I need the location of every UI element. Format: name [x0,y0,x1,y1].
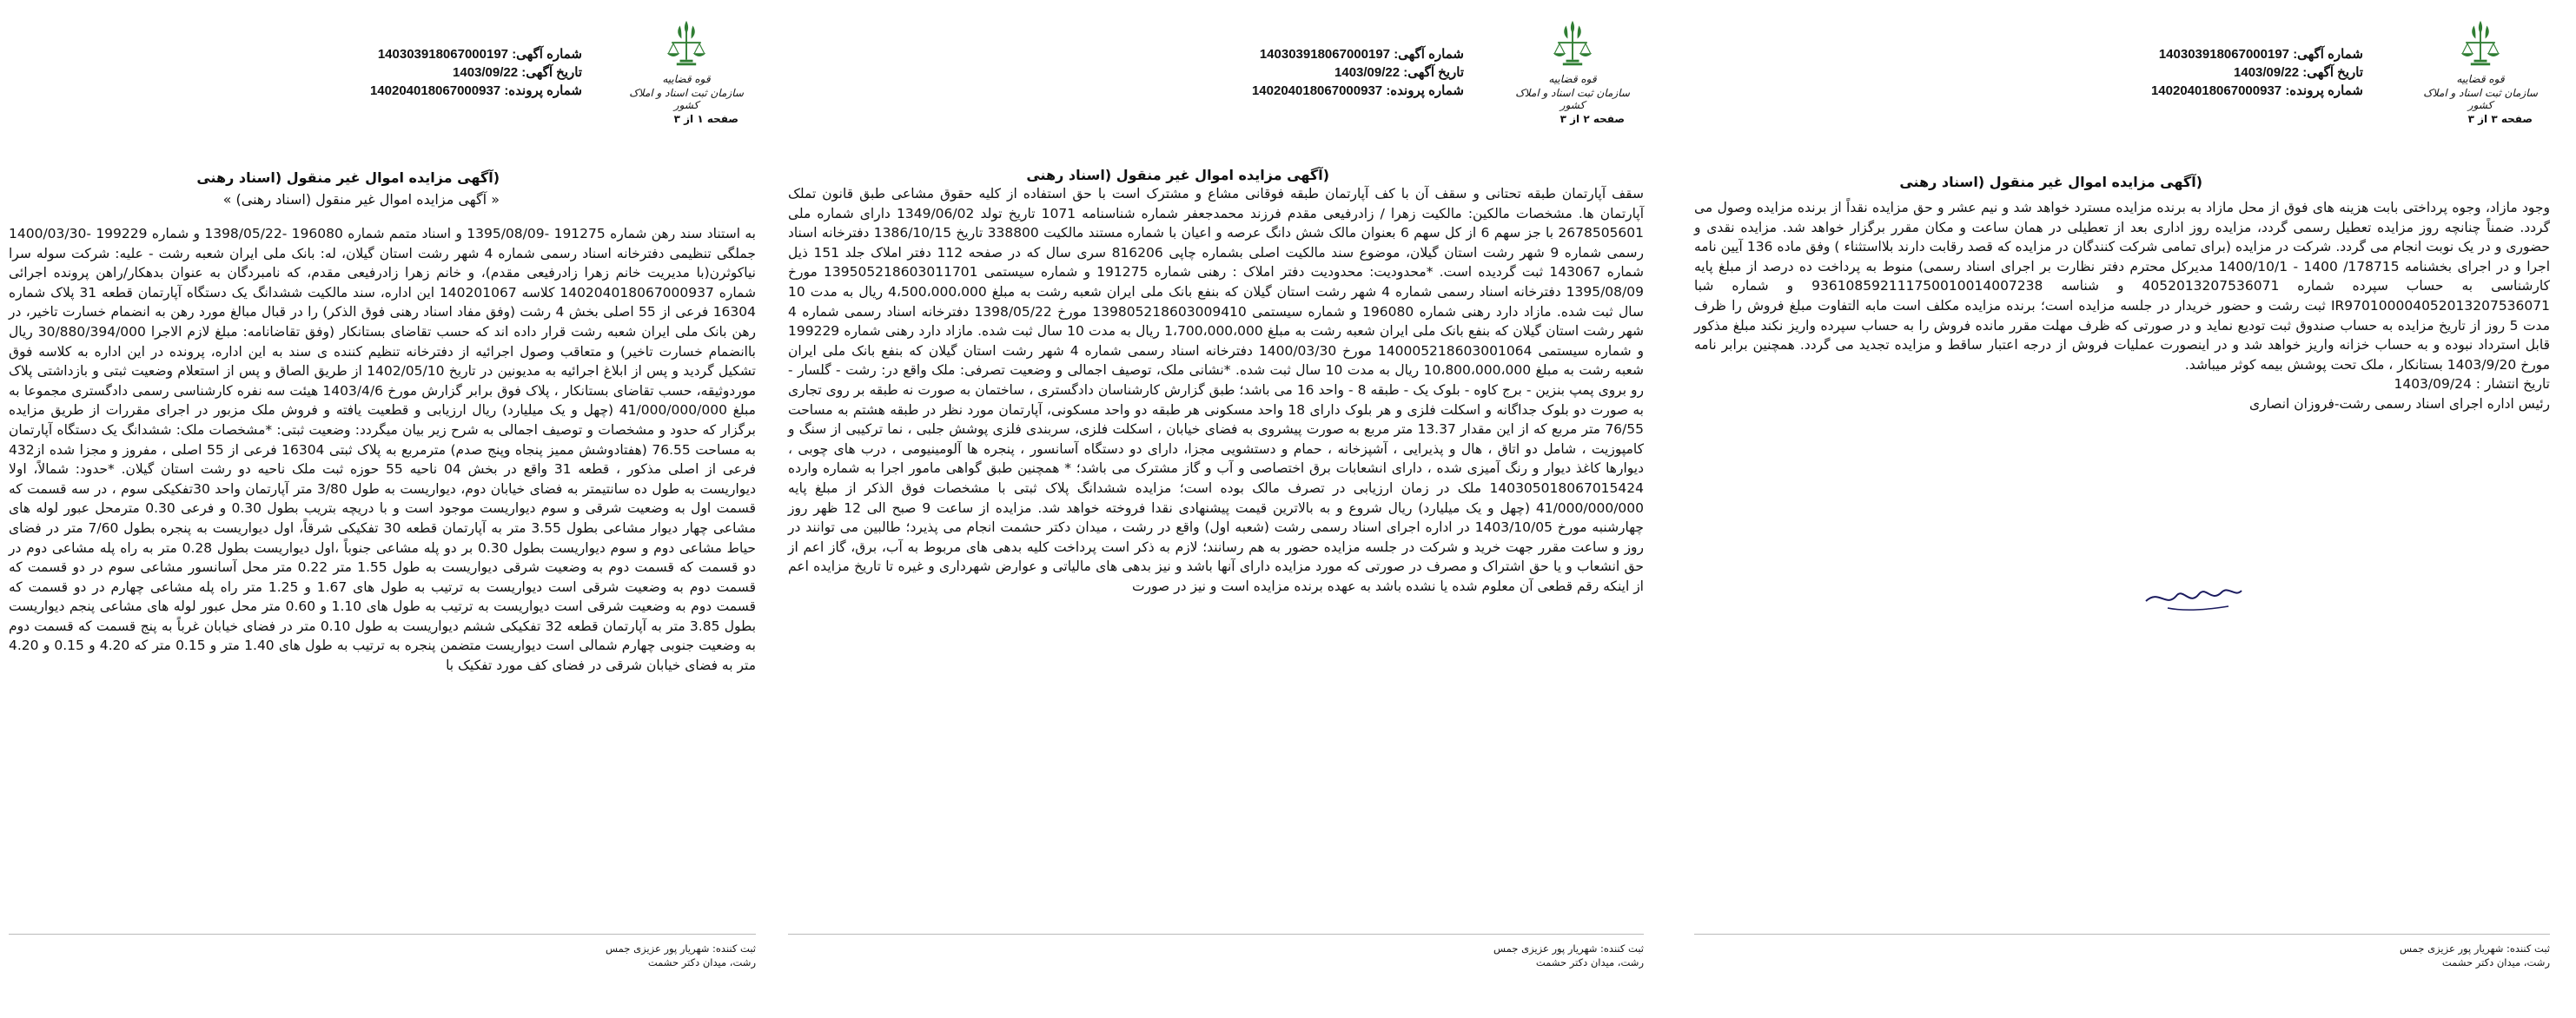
judiciary-name: قوه قضاییه [2456,73,2505,85]
handwritten-signature [2142,573,2246,617]
notice-number: 140303918067000197 [1259,47,1391,62]
notice-title: (آگهی مزایده اموال غیر منقول (اسناد رهنی [1899,174,2202,190]
judiciary-logo [1507,17,1638,111]
notice-body: سقف آپارتمان طبقه تحتانی و سقف آن با کف آپارتمان طبقه فوقانی مشاع و مشترک است با حق استفاده از کلیه حقوق مشاعی طبق قانون تملک آپارتمان ها. مشخصات مالکین: مالکیت زهرا / زادرفیعی مقدم فرزند محمدجعفر شماره شناسنامه 1071 تاریخ تولد 1349/06/02 دارای شماره ملی 2678505601 با جز سهم 6 از کل سهم 6 بعنوان مالک شش دانگ عرصه و اعیان با شماره مستند مالکیت 338800 تاریخ 1386/10/15 دفترخانه اسناد رسمی شماره 9 شهر رشت استان گیلان، موضوع سند مالکیت اصلی بشماره چاپی 816206 سری سال که در صفحه 112 دفتر املاک جلد 151 ذیل شماره 143067 ثبت گردیده است. *محدودیت: محدودیت دفتر املاک : رهنی شماره 191275 و شماره سیستمی 139505218603011701 مورخ 1395/08/09 دفترخانه اسناد رسمی شماره 4 شهر رشت استان گیلان که بنفع بانک ملی ایران شعبه رشت به مبلغ 4،500،000،000 ریال به مدت 10 سال ثبت شده. مازاد دارد رهنی شماره 196080 و شماره سیستمی 139805218603009410 مورخ 1398/05/22 دفترخانه اسناد رسمی شماره 4 شهر رشت استان گیلان که بنفع بانک ملی ایران شعبه رشت به مبلغ 1،700،000،000 ریال به مدت 10 سال ثبت شده. مازاد دارد رهنی شماره 199229 و شماره سیستمی 140005218603001064 مورخ 1400/03/30 دفترخانه اسناد رسمی شماره 4 شهر رشت استان گیلان که بنفع بانک ملی ایران شعبه رشت به مبلغ 10،800،000،000 ریال به مدت 10 سال ثبت شده. *نشانی ملک، توصیف اجمالی و وضعیت تصرفی: ملک واقع در: رشت - گلسار - رو بروی پمپ بنزین - برج کاوه - بلوک یک - طبقه 8 - واحد 16 می باشد؛ طبق گزارش کارشناسان دادگستری ، ساختمان به صورت نه طبقه بر روی تجاری به صورت دو بلوک جداگانه و اسکلت فلزی و هر بلوک دارای 18 واحد مسکونی هر طبقه دو واحد مسکونی، آپارتمان مورد نظر در طبقه هشتم به مساحت 76/55 متر مربع که از این مقدار 13.37 متر مربع به صورت پیشروی به فضای خیابان ، اسکلت فلزی، سربندی فلزی پوشش جلبی ، نما ترکیبی از سنگ و کامپوزیت ، شامل دو اتاق ، هال و پذیرایی ، آشپزخانه ، حمام و دستشویی مجزا، دارای دو دستگاه آسانسور ، پنجره ها آلومینیومی ، درب های چوبی ، دیوارها کاغذ دیوار و رنگ آمیزی شده ، دارای انشعابات برق اختصاصی و آب و گاز مشترک می باشد؛ * همچنین طبق گواهی مامور اجرا به شماره وارده 140305018067015424 ملک در زمان ارزیابی در تصرف مالک بوده است؛ مزایده ششدانگ پلاک ثبتی با مشخصات فوق الذکر از مبلغ پایه 41/000/000/000 (چهل و یک میلیارد) ریال شروع و به بالاترین قیمت پیشنهادی نقدا فروخته خواهد شد. مزایده از ساعت 9 صبح الی 12 ظهر روز چهارشنبه مورخ 1403/10/05 در اداره اجرای اسناد رسمی رشت (شعبه اول) واقع در رشت ، میدان دکتر حشمت انجام می پذیرد؛ طالبین می توانند در روز و ساعت مقرر جهت خرید و شرکت در جلسه مزایده حضور به هم رسانند؛ لازم به ذکر است پرداخت کلیه بدهی های مربوط به آب، برق، گاز اعم از حق انشعاب و یا حق اشتراک و مصرف در صورتی که مورد مزایده دارای آنها باشد و نیز بدهی های مالیاتی و عوارض شهرداری و غیره تا تاریخ مزایده اعم از اینکه رقم قطعی آن معلوم شده یا نشده باشد به عهده برنده مزایده است و نیز در صورت [788,186,1645,594]
notice-footer: ثبت کننده: شهریار پور عزیزی جمس رشت، میدان دکتر حشمت [9,934,756,969]
file-number: 140204018067000937 [2150,83,2282,98]
notice-meta: شماره آگهی: 140303918067000197 تاریخ آگهی: 1403/09/22 شماره پرونده: 140204018067000937 [1251,47,1464,98]
page-number: صفحه ۳ از ۳ [2467,113,2533,125]
notice-number: 140303918067000197 [377,47,509,62]
notice-date: 1403/09/22 [453,65,519,80]
signatory: رئیس اداره اجرای اسناد رسمی رشت-فروزان انصاری [2248,395,2550,412]
org-name: سازمان ثبت اسناد و املاک کشور [1515,87,1630,111]
org-name: سازمان ثبت اسناد و املاک کشور [629,87,744,111]
notice-date: 1403/09/22 [1334,65,1401,80]
notice-page-2 [765,0,1659,1018]
judiciary-logo [621,17,752,111]
notice-meta: شماره آگهی: 140303918067000197 تاریخ آگهی: 1403/09/22 شماره پرونده: 140204018067000937 [2150,47,2363,98]
notice-date: 1403/09/22 [2234,65,2300,80]
file-number: 140204018067000937 [369,83,501,98]
org-name: سازمان ثبت اسناد و املاک کشور [2423,87,2538,111]
notice-title: (آگهی مزایده اموال غیر منقول (اسناد رهنی [196,169,500,186]
judiciary-logo [2415,17,2546,111]
notice-body: وجود مازاد، وجوه پرداختی بابت هزینه های فوق از محل مازاد به برنده مزایده مسترد خواهد شد و نیم عشر و حق مزایده نقداً از برنده مزایده وصول می گردد. ضمناً چنانچه روز مزایده تعطیل رسمی گردد، مزایده روز اداری بعد از تعطیلی در همان ساعت و مکان مقرر برگزار خواهد شد. مزایده نقدی و حضوری و در یک نوبت انجام می گردد. شرکت در مزایده (برای تمامی شرکت کنندگان در مزایده که قصد رقابت دارند بلااستثناء ) وفق ماده 136 آیین نامه اجرا و در اجرای بخشنامه 178715/ 1400 - 1400/10/1 مدیرکل محترم دفتر نظارت بر اجرای اسناد رسمی) منوط به پرداخت ده درصد از مبلغ پایه کارشناسی به حساب سپرده شماره 4052013207536071 و شناسه 936108592111750010014007238 و شماره شبا IR970100004052013207536071 ثبت رشت و حضور خریدار در جلسه مزایده است؛ برنده مزایده مکلف است مابه التفاوت مبلغ فروش را ظرف مدت 5 روز از تاریخ مزایده به حساب صندوق ثبت تودیع نماید و در صورتی که ظرف مهلت مقرر مانده فروش را به حساب سپرده واریز نکند مبلغ مذکور قابل استرداد نبوده و به حساب خزانه واریز خواهد شد و در اینصورت عملیات فروش از درجه اعتبار ساقط و مزایده تجدید می گردد. همچنین برابر نامه مورخ 1403/9/20 بستانکار ، ملک تحت پوشش بیمه کوثر میباشد. تاریخ انتشار : 1403/09/24 رئیس اداره اجرای اسناد رسمی رشت-فروزان انصاری [1694,198,2550,414]
notice-subtitle: « آگهی مزایده اموال غیر منقول (اسناد رهنی) » [222,191,500,208]
publish-date: تاریخ انتشار : 1403/09/24 [2394,376,2550,393]
file-number: 140204018067000937 [1251,83,1383,98]
notice-number: 140303918067000197 [2158,47,2290,62]
notice-body: به استناد سند رهن شماره 191275 -1395/08/09 و اسناد متمم شماره 196080 -1398/05/22 و شماره 199229 -1400/03/30 جملگی تنظیمی دفترخانه اسناد رسمی شماره 4 شهر رشت استان گیلان، له: بانک ملی ایران شعبه رشت - علیه: شرکت سوله سرا نیاکوثرن(با مدیریت خانم زهرا زادرفیعی مقدم)، و خانم زهرا زادرفیعی مقدم، که نامبردگان به عنوان بدهکار/راهن پرونده اجرائی شماره 140204018067000937 کلاسه 140201067 این اداره، سند مالکیت ششدانگ یک دستگاه آپارتمان قطعه 31 پلاک شماره 16304 فرعی از 55 اصلی بخش 4 رشت (وفق مفاد اسناد رهنی فوق الذکر) را در قبال مبالغ مورد رهن به انضمام خسارت تاخیر، در رهن بانک ملی ایران شعبه رشت قرار داده اند که حسب تقاضای بستانکار (وفق تقاضانامه: مبلغ لازم الاجرا 30/880/394/000 ریال باانضمام خسارت تاخیر) و متعاقب وصول اجرائیه از دفترخانه تنظیم کننده ی سند به این اداره، پرونده در این اداره به کلاسه فوق تشکیل گردید و پس از ابلاغ اجرائیه به مدیونین در تاریخ 1402/05/10 از طریق الصاق و پس از استعلام وضعیت ثبتی و بازداشتی پلاک موردوثیقه، حسب تقاضای بستانکار ، پلاک فوق برابر گزارش مورخ 1403/4/6 هیئت سه نفره کارشناسی رسمی دادگستری مجموعا به مبلغ 41/000/000/000 (چهل و یک میلیارد) ریال ارزیابی و قطعیت یافته و فروش ملک مزبور در اجرای مقررات از طریق مزایده برگزار که حدود و مشخصات و توصیف اجمالی به شرح زیر بیان میگردد: وضعیت ثبتی: *مشخصات ملک: ششدانگ یک دستگاه آپارتمان به مساحت 76.55 (هفتادوشش ممیز پنجاه وپنج صدم) مترمربع به پلاک ثبتی 16304 فرعی از 55 اصلی ، مفروز و مجزا شده از432 فرعی از اصلی مذکور ، قطعه 31 واقع در بخش 04 ناحیه 55 حوزه ثبت ملک ناحیه دو رشت استان گیلان. *حدود: شمالاً، اولا دیواریست به طول ده سانتیمتر به فضای خیابان دوم، دیواریست به طول 3/80 متر آپارتمان واحد 30تفکیکی سوم ، در سه قسمت که قسمت اول به وضعیت شرقی و سوم دیواریست موجود است و با دریچه بتریب بطول 0.30 و فرعی 0.30 مترمحل عبور لوله های مشاعی چهار دیوار مشاعی بطول 3.55 متر به آپارتمان قطعه 30 تفکیکی شرقاً، اول دیواریست به پنجره بطول 7/60 متر در فضای حیاط مشاعی دوم و سوم دیواریست بطول 0.30 بر دو پله مشاعی جنوباً ،اول دیواریست بطول 0.28 متر به راه پله مشاعی دوم در دو قسمت که قسمت دوم به وضعیت شرقی دیواریست به طول 1.55 متر 0.22 متر محل آسانسور مشاعی سوم در دو قسمت که قسمت دوم به وضعیت شرقی است دیواریست به ترتیب به طول های 1.67 و 1.25 متر راه پله مشاعی چهارم در دو قسمت که قسمت دوم به وضعیت شرقی است دیواریست به ترتیب به طول های 1.10 و 0.60 متر محل عبور لوله های مشاعی پنجم دیواریست بطول 3.85 متر به آپارتمان قطعه 32 تفکیکی ششم دیواریست به طول 0.10 متر در فضای خیابان غرباً به پنج قسمت که قسمت دوم به وضعیت جنوبی چهارم شمالی است دیواریست متضمن پنجره به ترتیب به طول های 1.40 متر و 0.15 متر که 4.20 و 0.15 و 4.20 متر به فضای خیابان شرقی در فضای کف مورد تفکیک با [9,226,757,674]
scales-emblem-icon [2456,17,2505,71]
scales-emblem-icon [662,17,711,71]
notice-title: (آگهی مزایده اموال غیر منقول (اسناد رهنی [1026,167,1329,183]
page-number: صفحه ۱ از ۳ [673,113,738,125]
notice-meta: شماره آگهی: 140303918067000197 تاریخ آگهی: 1403/09/22 شماره پرونده: 140204018067000937 [369,47,582,98]
notice-page-1 [1668,0,2576,1018]
judiciary-name: قوه قضاییه [1548,73,1597,85]
page-number: صفحه ۲ از ۳ [1560,113,1625,125]
notice-footer: ثبت کننده: شهریار پور عزیزی جمس رشت، میدان دکتر حشمت [788,934,1644,969]
notice-footer: ثبت کننده: شهریار پور عزیزی جمس رشت، میدان دکتر حشمت [1694,934,2550,969]
scales-emblem-icon [1548,17,1597,71]
notice-page-3 [0,0,760,1018]
judiciary-name: قوه قضاییه [662,73,711,85]
